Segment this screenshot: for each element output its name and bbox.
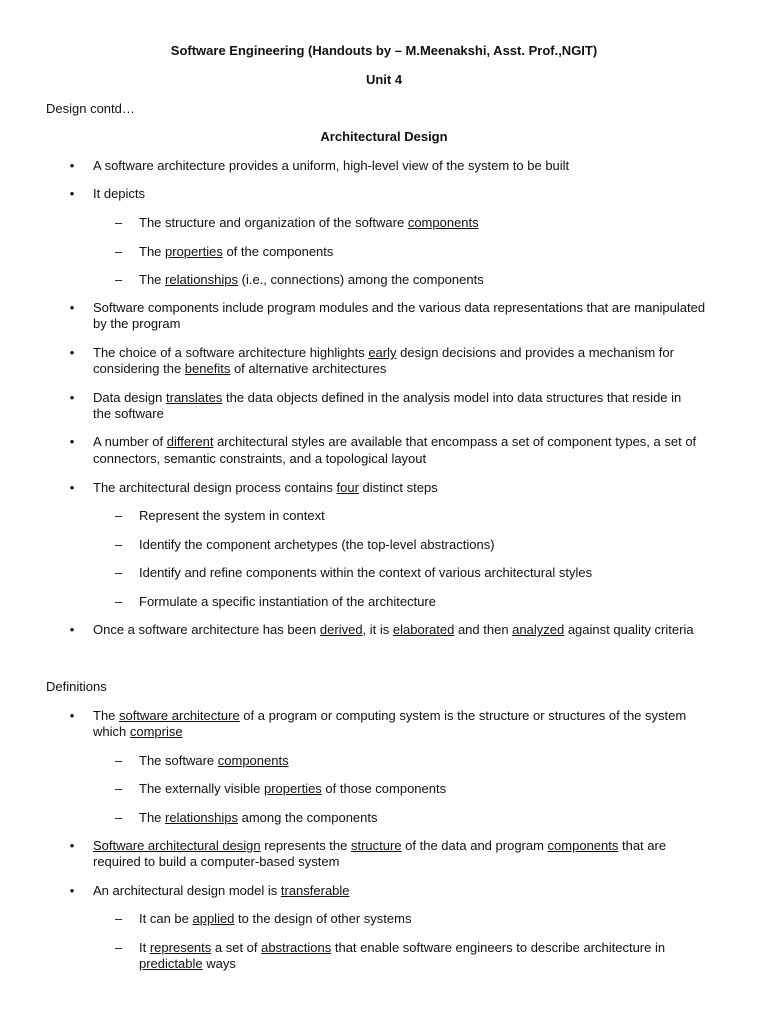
dash-marker: –	[115, 215, 123, 230]
sub-list-item-continuation: predictable ways	[139, 956, 236, 971]
design-contd-label: Design contd…	[46, 101, 135, 116]
bullet-marker: •	[69, 838, 75, 853]
bullet-marker: •	[69, 434, 75, 449]
bullet-marker: •	[69, 708, 75, 723]
list-item: The architectural design process contains four distinct steps	[93, 480, 438, 495]
bullet-marker: •	[69, 622, 75, 637]
bullet-marker: •	[69, 345, 75, 360]
dash-marker: –	[115, 537, 123, 552]
list-item-continuation: connectors, semantic constraints, and a topological layout	[93, 451, 427, 466]
sub-list-item: The structure and organization of the software components	[139, 215, 479, 230]
dash-marker: –	[115, 940, 123, 955]
sub-list-item: The externally visible properties of those components	[139, 781, 447, 796]
dash-marker: –	[115, 244, 123, 259]
list-item-continuation: considering the benefits of alternative architectures	[93, 361, 387, 376]
list-item-continuation: required to build a computer-based system	[93, 854, 340, 869]
sub-list-item: It represents a set of abstractions that enable software engineers to describe architecture in	[139, 940, 666, 955]
bullet-marker: •	[69, 158, 75, 173]
definitions-label: Definitions	[46, 679, 107, 694]
bullet-marker: •	[69, 480, 75, 495]
sub-list-item: The properties of the components	[139, 244, 334, 259]
list-item-continuation: which comprise	[93, 724, 183, 739]
sub-list-item: The relationships among the components	[139, 810, 378, 825]
bullet-marker: •	[69, 883, 75, 898]
unit-heading: Unit 4	[365, 72, 403, 87]
bullet-marker: •	[69, 300, 75, 315]
list-item: A number of different architectural styles are available that encompass a set of component types, a set of	[93, 434, 697, 449]
dash-marker: –	[115, 565, 123, 580]
list-item-continuation: the software	[93, 406, 164, 421]
dash-marker: –	[115, 911, 123, 926]
sub-list-item: Formulate a specific instantiation of the architecture	[139, 594, 436, 609]
list-item: It depicts	[93, 186, 146, 201]
dash-marker: –	[115, 753, 123, 768]
sub-list-item: Represent the system in context	[139, 508, 325, 523]
list-item: The software architecture of a program or computing system is the structure or structures of the system	[93, 708, 687, 723]
dash-marker: –	[115, 508, 123, 523]
list-item: Data design translates the data objects defined in the analysis model into data structures that reside in	[93, 390, 682, 405]
list-item: A software architecture provides a uniform, high-level view of the system to be built	[93, 158, 570, 173]
dash-marker: –	[115, 781, 123, 796]
sub-list-item: The software components	[139, 753, 289, 768]
sub-list-item: It can be applied to the design of other systems	[139, 911, 412, 926]
list-item: An architectural design model is transferable	[93, 883, 350, 898]
bullet-marker: •	[69, 390, 75, 405]
list-item: Software architectural design represents the structure of the data and program components that are	[93, 838, 667, 853]
sub-list-item: Identify and refine components within the context of various architectural styles	[139, 565, 593, 580]
architectural-design-heading: Architectural Design	[320, 129, 448, 144]
list-item: Once a software architecture has been derived, it is elaborated and then analyzed against quality criteria	[93, 622, 694, 637]
list-item: Software components include program modules and the various data representations that are manipulated	[93, 300, 706, 315]
bullet-marker: •	[69, 186, 75, 201]
dash-marker: –	[115, 272, 123, 287]
sub-list-item: Identify the component archetypes (the top-level abstractions)	[139, 537, 495, 552]
list-item: The choice of a software architecture highlights early design decisions and provides a mechanism for	[93, 345, 674, 360]
dash-marker: –	[115, 810, 123, 825]
sub-list-item: The relationships (i.e., connections) among the components	[139, 272, 484, 287]
list-item-continuation: by the program	[93, 316, 181, 331]
document-title: Software Engineering (Handouts by – M.Meenakshi, Asst. Prof.,NGIT)	[170, 43, 598, 58]
dash-marker: –	[115, 594, 123, 609]
